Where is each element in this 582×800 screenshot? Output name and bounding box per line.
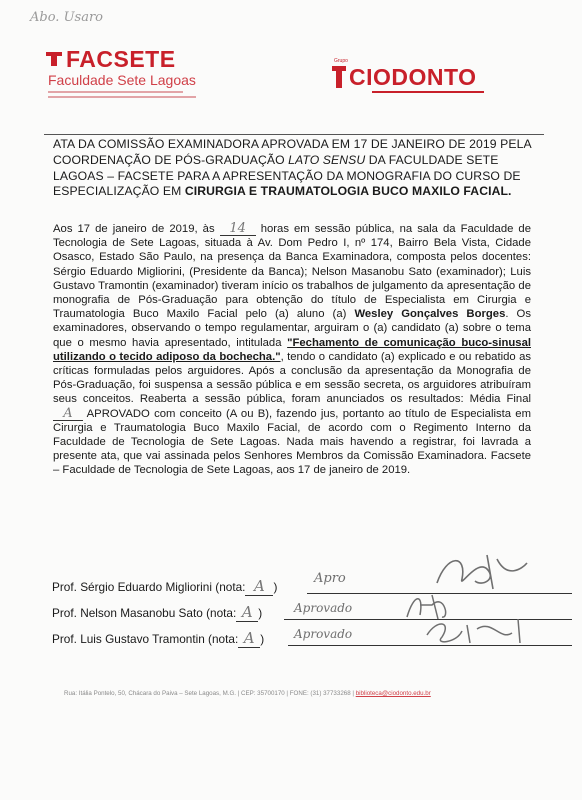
body-p4: , tendo o candidato (a) explicado e ou rebatido as críticas formuladas pelos arguidores. Após a conclusão da apresentação da Monografia de Pós-Graduação, foi suspensa a sessão pública e em sessão secreta, os arguidores atribuíram seus conceitos. Reaberta a sessão pública, foram anunciados os resultados: Média Final [53, 350, 531, 406]
grade-value: A [236, 603, 258, 622]
ciodonto-name: CIODONTO [349, 64, 477, 90]
ciodonto-tagline [372, 90, 484, 94]
signature-row-3 [52, 627, 353, 648]
handwritten-annotation: Abo. Usaro [30, 10, 103, 25]
signature-row-1 [52, 571, 346, 596]
signature-label: Prof. Luis Gustavo Tramontin (nota: [52, 632, 239, 646]
heading-course: CIRURGIA E TRAUMATOLOGIA BUCO MAXILO FACIAL. [184, 184, 512, 199]
facsete-small-print [48, 90, 198, 102]
heading-part1: ATA DA COMISSÃO EXAMINADORA APROVADA EM 17 DE JANEIRO DE 2019 PELA COORDENAÇÃO DE PÓS-GRADUAÇÃO [53, 137, 532, 167]
handwritten-approval: Aprovado [294, 601, 353, 615]
final-grade-field: A [53, 408, 83, 421]
monograph-title: "Fechamento de comunicação buco-sinusal utilizando o tecido adiposo da bochecha." [53, 336, 531, 363]
signature-label: Prof. Sérgio Eduardo Migliorini (nota: [52, 580, 246, 594]
footer-email[interactable]: biblioteca@ciodonto.edu.br [355, 690, 431, 697]
ciodonto-grupo-label: Grupo [334, 58, 348, 64]
body-p2: horas em sessão pública, na sala da Faculdade de Tecnologia de Sete Lagoas, situada à Av. Dom Pedro I, nº 174, Bairro Bela Vista, Cidade Osasco, Estado São Paulo, na presença da Banca Examinadora, composta pelos docentes: Sérgio Eduardo Migliorini, (Presidente da Banca); Nelson Masanobu Sato (examinador); Luis Gustavo Tramontin (examinador) tiveram início os trabalhos de julgamento da apresentação de monografia de Pós-Graduação para obtenção do título de Especialista em Cirurgia e Traumatologia Buco Maxilo Facial pelo (a) aluno (a) [53, 223, 531, 321]
body-p3: . Os examinadores, observando o tempo regulamentar, arguiram o (a) candidato (a) sobre o tema que o mesmo havia apresentado, intitulada [53, 308, 531, 349]
heading-lato-sensu: LATO SENSU [288, 152, 366, 167]
signature-close: ) [273, 580, 278, 594]
signature-scribble [422, 615, 532, 647]
signature-row-2 [52, 601, 353, 622]
document-body [53, 222, 531, 478]
body-p5: APROVADO com conceito (A ou B), fazendo jus, portanto ao título de Especialista em Cirurgia e Traumatologia Buco Maxilo Facial, de acordo com o Regimento Interno da Faculdade de Tecnologia de Sete Lagoas. Nada mais havendo a registrar, foi lavrada a presente ata, que vai assinada pelos Senhores Membros da Comissão Examinadora. Facsete – Faculdade de Tecnologia de Sete Lagoas, aos 17 de janeiro de 2019. [53, 407, 531, 477]
handwritten-approval: Apro [314, 571, 346, 586]
handwritten-approval: Aprovado [294, 627, 353, 641]
student-name: Wesley Gonçalves Borges [354, 308, 506, 321]
header-divider [44, 134, 544, 135]
facsete-name: FACSETE [66, 46, 176, 72]
facsete-mark-icon [46, 52, 62, 66]
signature-close: ) [260, 632, 265, 646]
signature-close: ) [258, 606, 263, 620]
document-heading [53, 137, 531, 200]
signature-scribble [427, 549, 537, 593]
grade-value: A [238, 629, 260, 648]
grade-value: A [245, 577, 273, 596]
facsete-subtitle: Faculdade Sete Lagoas [48, 72, 196, 88]
signature-label: Prof. Nelson Masanobu Sato (nota: [52, 606, 237, 620]
footer-address: Rua: Itália Pontelo, 50, Chácara do Paiva – Sete Lagoas, M.G. | CEP: 35700170 | FONE: (31) 37733268 | [64, 690, 356, 697]
page-footer [64, 690, 431, 697]
body-p1: Aos 17 de janeiro de 2019, às [53, 223, 220, 235]
heading-part2: DA FACULDADE SETE LAGOAS – FACSETE PARA A APRESENTAÇÃO DA MONOGRAFIA DO CURSO DE ESPECIALIZAÇÃO EM [53, 152, 521, 199]
ciodonto-mark-icon [332, 66, 346, 88]
hour-field: 14 [220, 223, 256, 236]
